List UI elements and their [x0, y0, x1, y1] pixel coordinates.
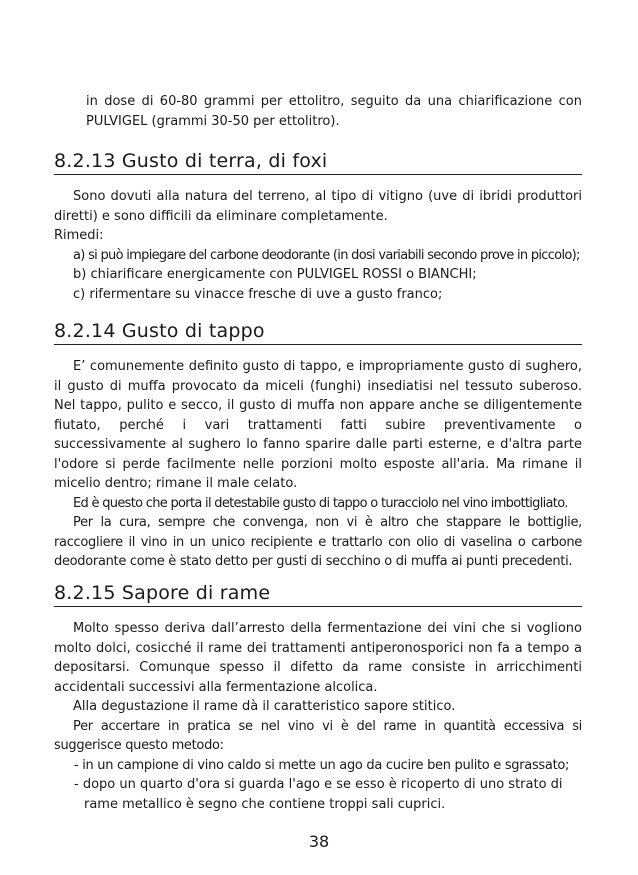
section-heading: 8.2.15 Sapore di rame	[54, 582, 582, 607]
section-paragraph: Alla degustazione il rame dà il caratteristico sapore stitico.	[73, 699, 456, 714]
section-paragraph: Ed è questo che porta il detestabile gusto di tappo o turacciolo nel vino imbottigliato.	[73, 495, 568, 511]
section-paragraph: E’ comunemente definito gusto di tappo, e impropriamente gusto di sughero, il gusto di muffa provocato da miceli (funghi) insediatisi nel tessuto suberoso. Nel tappo, pulito e secco, il gusto di muffa non appare anche se diligentemente fiutato, perché i vari trattamenti fatti subire preventivamente o successivamente al sughero lo fanno sparire dalle parti esterne, e d'altra parte l'odore si perde facilmente nelle porzioni molto esposte all'aria. Ma rimane il micelio dentro; rimane il male celato.	[54, 359, 582, 491]
remedies-label: Rimedi:	[54, 228, 104, 243]
list-item: - dopo un quarto d'ora si guarda l'ago e se esso è ricoperto di uno strato di rame metallico è segno che contiene troppi sali cuprici.	[74, 777, 563, 812]
intro-paragraph: in dose di 60-80 grammi per ettolitro, seguito da una chiarificazione con PULVIGEL (grammi 30-50 per ettolitro).	[86, 94, 582, 129]
section-gusto-di-tappo	[54, 320, 582, 572]
list-item: - in un campione di vino caldo si mette un ago da cucire ben pulito e sgrassato;	[74, 757, 570, 773]
section-paragraph: Per accertare in pratica se nel vino vi è del rame in quantità eccessiva si suggerisce questo metodo:	[54, 718, 582, 753]
section-heading: 8.2.13 Gusto di terra, di foxi	[54, 150, 582, 175]
section-sapore-di-rame	[54, 582, 582, 814]
section-heading: 8.2.14 Gusto di tappo	[54, 320, 582, 345]
list-item: a) si può impiegare del carbone deodorante (in dosi variabili secondo prove in piccolo);	[73, 247, 580, 263]
page-number: 38	[308, 832, 330, 851]
steps-list	[54, 756, 582, 815]
list-item: c) rifermentare su vinacce fresche di uve a gusto franco;	[73, 286, 443, 302]
remedies-list	[54, 246, 582, 305]
section-gusto-di-terra	[54, 150, 582, 304]
section-paragraph: Per la cura, sempre che convenga, non vi è altro che stappare le bottiglie, raccogliere il vino in un unico recipiente e trattarlo con olio di vaselina o carbone deodorante come è stato detto per gusti di secchino o di muffa ai punti precedenti.	[54, 515, 582, 569]
section-paragraph: Molto spesso deriva dall’arresto della fermentazione dei vini che si vogliono molto dolci, cosicché il rame dei trattamenti antiperonosporici non fa a tempo a depositarsi. Comunque spesso il difetto da rame consiste in arricchimenti accidentali successivi alla fermentazione alcolica.	[54, 621, 582, 695]
section-paragraph: Sono dovuti alla natura del terreno, al tipo di vitigno (uve di ibridi produttori diretti) e sono difficili da eliminare completamente.	[54, 189, 582, 224]
list-item: b) chiarificare energicamente con PULVIGEL ROSSI o BIANCHI;	[73, 267, 477, 282]
